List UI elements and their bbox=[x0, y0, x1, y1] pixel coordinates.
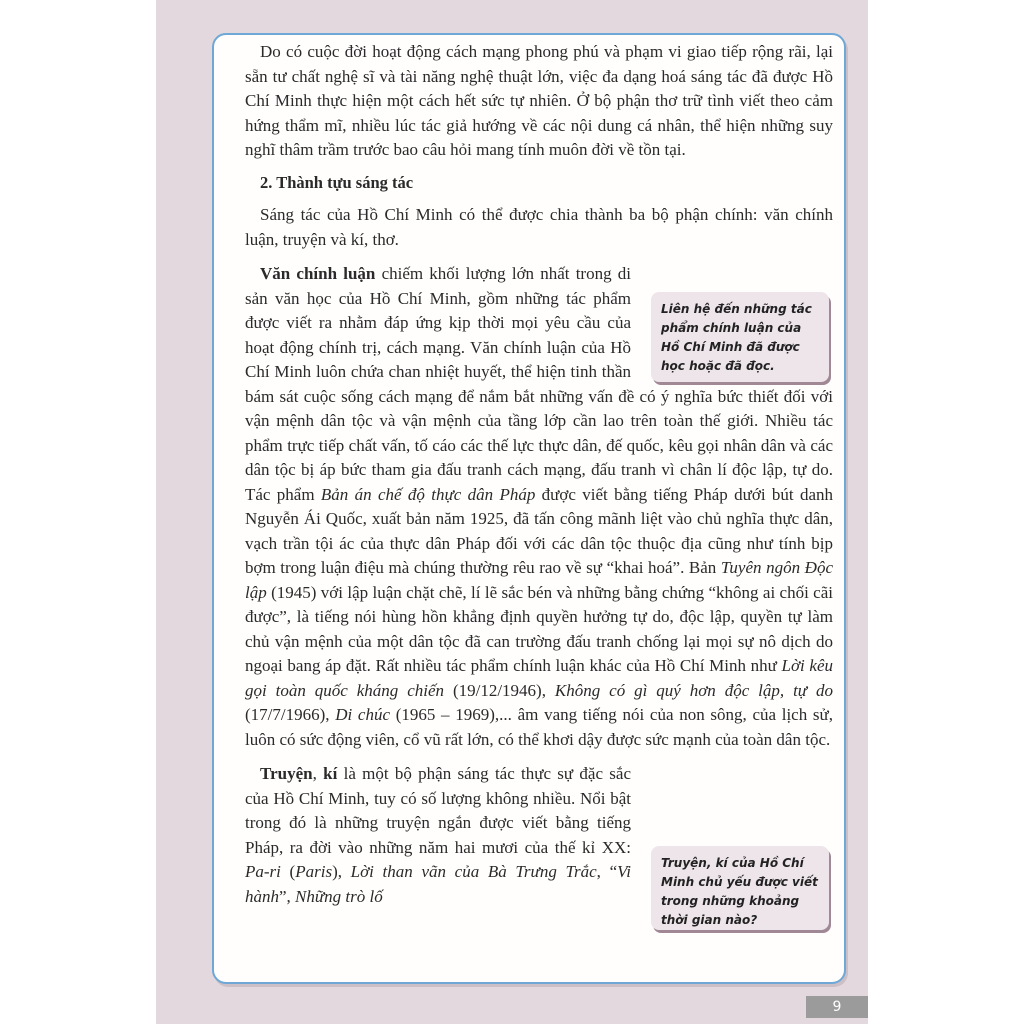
work-title: Những trò lố bbox=[295, 886, 383, 906]
work-title: Không có gì quý hơn độc lập, tự do bbox=[554, 680, 833, 700]
section-heading: 2. Thành tựu sáng tác bbox=[260, 172, 414, 192]
work-title: Pa-ri bbox=[245, 862, 281, 881]
side-note-question-2: Truyện, kí của Hồ Chí Minh chủ yếu được viết trong những khoảng thời gian nào? bbox=[651, 846, 829, 930]
work-title: Di chúc bbox=[335, 705, 391, 724]
work-title: Lời than vãn của Bà Trưng Trắc bbox=[350, 862, 597, 881]
term-memoirs: kí bbox=[323, 764, 338, 783]
work-title: Lời kêu gọi toàn quốc kháng chiến bbox=[245, 656, 834, 700]
work-title: Tuyên ngôn Độc lập bbox=[245, 558, 834, 602]
term-stories: Truyện bbox=[260, 764, 313, 783]
term-political-prose: Văn chính luận bbox=[260, 264, 376, 283]
paragraph-overview: Sáng tác của Hồ Chí Minh có thể được chia thành ba bộ phận chính: văn chính luận, truyện và kí, thơ. bbox=[245, 205, 833, 249]
page-number: 9 bbox=[806, 996, 868, 1018]
paragraph-intro: Do có cuộc đời hoạt động cách mạng phong phú và phạm vi giao tiếp rộng rãi, lại sẵn tư chất nghệ sĩ và tài năng nghệ thuật lớn, việc đa dạng hoá sáng tác đã được Hồ Chí Minh thực hiện một cách hết sức tự nhiên. Ở bộ phận thơ trữ tình viết theo cảm hứng thẩm mĩ, nhiều lúc tác giả hướng về các nội dung cá nhân, thể hiện những suy nghĩ thâm trầm trước bao câu hỏi mang tính muôn đời về tồn tại. bbox=[245, 42, 833, 159]
work-title: Vi hành bbox=[245, 862, 631, 906]
work-title: Paris bbox=[295, 862, 333, 881]
body-text bbox=[245, 40, 833, 909]
paragraph-stories: Truyện, kí là một bộ phận sáng tác thực sự đặc sắc của Hồ Chí Minh, tuy có số lượng không nhiều. Nổi bật trong đó là những truyện ngắn được viết bằng tiếng Pháp, ra đời vào những năm hai mươi của thế kỉ XX: Pa-ri (Paris), Lời than vãn của Bà Trưng Trắc, “Vi hành”, Những trò lố bbox=[245, 762, 833, 909]
work-title: Bản án chế độ thực dân Pháp bbox=[320, 484, 536, 504]
paragraph-political-prose: Văn chính luận chiếm khối lượng lớn nhất trong di sản văn học của Hồ Chí Minh, gồm những tác phẩm được viết ra nhằm đáp ứng kịp thời mọi yêu cầu của hoạt động chính trị, cách mạng. Văn chính luận của Hồ Chí Minh luôn chứa chan nhiệt huyết, thể hiện tinh thần bám sát cuộc sống cách mạng để nắm bắt những vấn đề có ý nghĩa bức thiết đối với vận mệnh dân tộc và vận mệnh của tầng lớp cần lao trên toàn thế giới. Nhiều tác phẩm trực tiếp chất vấn, tố cáo các thế lực thực dân, đế quốc, kêu gọi nhân dân và các dân tộc bị áp bức tham gia đấu tranh cách mạng, đấu tranh vì chân lí độc lập, tự do. Tác phẩm Bản án chế độ thực dân Pháp được viết bằng tiếng Pháp dưới bút danh Nguyễn Ái Quốc, xuất bản năm 1925, đã tấn công mãnh liệt vào chủ nghĩa thực dân, vạch trần tội ác của thực dân Pháp đối với các dân tộc thuộc địa cũng như tính bịp bợm trong luận điệu mà chúng thường rêu rao về sự “khai hoá”. Bản Tuyên ngôn Độc lập (1945) với lập luận chặt chẽ, lí lẽ sắc bén và những bằng chứng “không ai chối cãi được”, là tiếng nói hùng hồn khẳng định quyền hưởng tự do, độc lập, quyền tự làm chủ vận mệnh của một dân tộc đã can trường đấu tranh chống lại mọi sự nô dịch do ngoại bang áp đặt. Rất nhiều tác phẩm chính luận khác của Hồ Chí Minh như Lời kêu gọi toàn quốc kháng chiến (19/12/1946), Không có gì quý hơn độc lập, tự do (17/7/1966), Di chúc (1965 – 1969),... âm vang tiếng nói của non sông, của lịch sử, luôn có sức động viên, cổ vũ rất lớn, có thể khơi dậy được sức mạnh của toàn dân tộc. bbox=[245, 264, 834, 749]
side-note-question-1: Liên hệ đến những tác phẩm chính luận của Hồ Chí Minh đã được học hoặc đã đọc. bbox=[651, 292, 829, 382]
